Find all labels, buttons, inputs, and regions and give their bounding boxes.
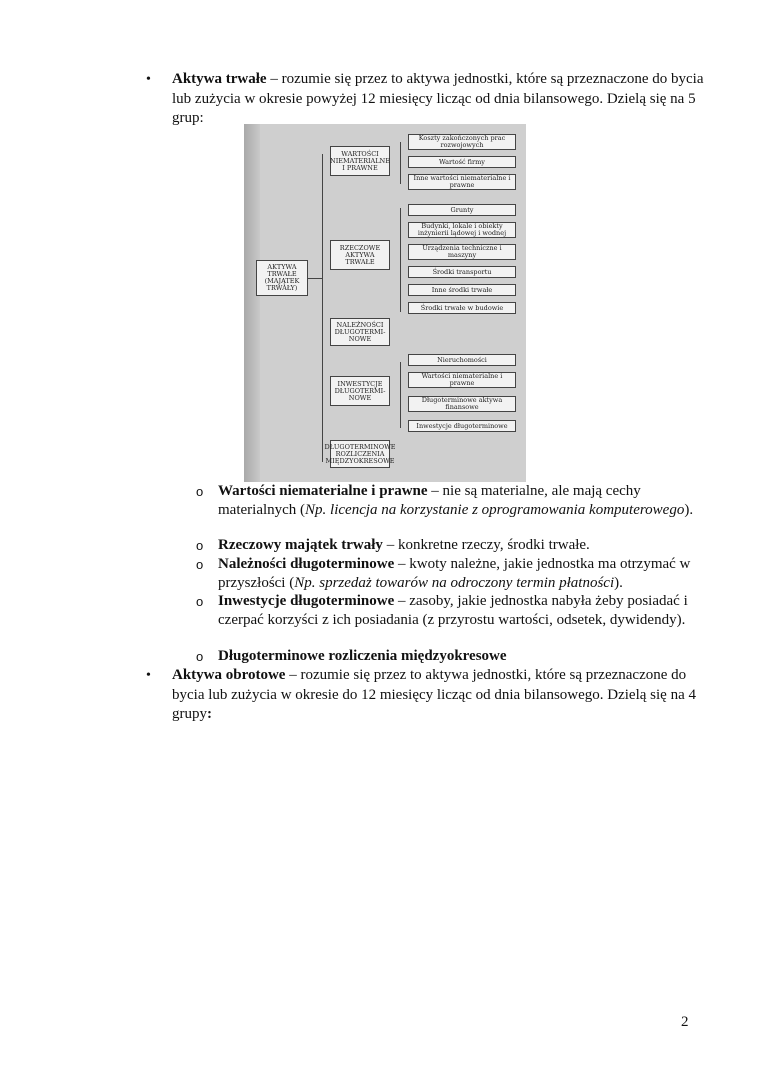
term-aktywa-trwale: Aktywa trwałe xyxy=(172,71,267,87)
list-term: Długoterminowe rozliczenia międzyokresowe xyxy=(218,648,507,664)
list-term: Należności długoterminowe xyxy=(218,556,395,572)
definition-text: – rozumie się przez to aktywa jednostki, które są przeznaczone do bycia lub zużycia w okresie do 12 miesięcy licząc od dnia bilansowego. Dzielą się na 4 grupy xyxy=(172,667,696,722)
bullet-icon: • xyxy=(146,668,151,683)
bullet-aktywa-trwale xyxy=(146,70,706,129)
diagram-leaf: Inwestycje długoterminowe xyxy=(408,420,516,432)
diagram-group: RZECZOWE AKTYWA TRWAŁE xyxy=(330,240,390,270)
diagram-leaf: Inne środki trwałe xyxy=(408,284,516,296)
diagram-leaf: Wartości niematerialne i prawne xyxy=(408,372,516,388)
list-text: – konkretne rzeczy, środki trwałe. xyxy=(382,537,590,553)
diagram-scan xyxy=(244,124,526,482)
bullet-icon: • xyxy=(146,72,151,87)
list-marker: o xyxy=(196,594,204,609)
definition-text: – rozumie się przez to aktywa jednostki, które są przeznaczone do bycia lub zużycia w okresie powyżej 12 miesięcy licząc od dnia bilansowego. Dzielą się na 5 grup: xyxy=(172,71,704,126)
list-marker: o xyxy=(196,484,204,499)
page-number: 2 xyxy=(681,1014,689,1030)
diagram-group: DŁUGOTERMINOWE ROZLICZENIA MIĘDZYOKRESOWE xyxy=(330,440,390,468)
list-item xyxy=(196,647,696,666)
diagram-root: AKTYWA TRWAŁE (MAJĄTEK TRWAŁY) xyxy=(256,260,308,296)
diagram-leaf: Nieruchomości xyxy=(408,354,516,366)
list-term: Inwestycje długoterminowe xyxy=(218,593,395,609)
list-text: – zasoby, jakie jednostka nabyła żeby posiadać i czerpać korzyści z ich posiadania (z przyrostu wartości, odsetek, dywidendy). xyxy=(218,593,688,628)
diagram-leaf: Koszty zakończonych prac rozwojowych xyxy=(408,134,516,150)
list-example: Np. licencja na korzystanie z oprogramowania komputerowego xyxy=(305,502,685,518)
diagram-leaf: Inne wartości niematerialne i prawne xyxy=(408,174,516,190)
diagram-leaf: Środki transportu xyxy=(408,266,516,278)
diagram-leaf: Urządzenia techniczne i maszyny xyxy=(408,244,516,260)
diagram-group: INWESTYCJE DŁUGOTERMI-NOWE xyxy=(330,376,390,406)
list-text-end: ). xyxy=(684,502,694,518)
diagram-leaf: Grunty xyxy=(408,204,516,216)
list-term: Wartości niematerialne i prawne xyxy=(218,483,428,499)
list-term: Rzeczowy majątek trwały xyxy=(218,537,383,553)
diagram-leaf: Środki trwałe w budowie xyxy=(408,302,516,314)
list-marker: o xyxy=(196,649,204,664)
list-item xyxy=(196,482,696,520)
list-item xyxy=(196,536,696,555)
list-item xyxy=(196,592,696,630)
list-text: – nie są materialne, ale mają cechy materialnych ( xyxy=(218,483,641,518)
colon: : xyxy=(207,706,212,722)
diagram-leaf: Wartość firmy xyxy=(408,156,516,168)
list-example: Np. sprzedaż towarów na odroczony termin płatności xyxy=(294,575,615,591)
diagram-group: NALEŻNOŚCI DŁUGOTERMI-NOWE xyxy=(330,318,390,346)
diagram-group: WARTOŚCI NIEMATERIALNE I PRAWNE xyxy=(330,146,390,176)
list-marker: o xyxy=(196,557,204,572)
list-text: – kwoty należne, jakie jednostka ma otrzymać w przyszłości ( xyxy=(218,556,691,591)
bullet-aktywa-obrotowe xyxy=(146,666,706,725)
list-marker: o xyxy=(196,538,204,553)
list-text-end: ). xyxy=(614,575,623,591)
list-item xyxy=(196,555,696,593)
diagram-leaf: Budynki, lokale i obiekty inżynierii lądowej i wodnej xyxy=(408,222,516,238)
term-aktywa-obrotowe: Aktywa obrotowe xyxy=(172,667,286,683)
diagram-leaf: Długoterminowe aktywa finansowe xyxy=(408,396,516,412)
